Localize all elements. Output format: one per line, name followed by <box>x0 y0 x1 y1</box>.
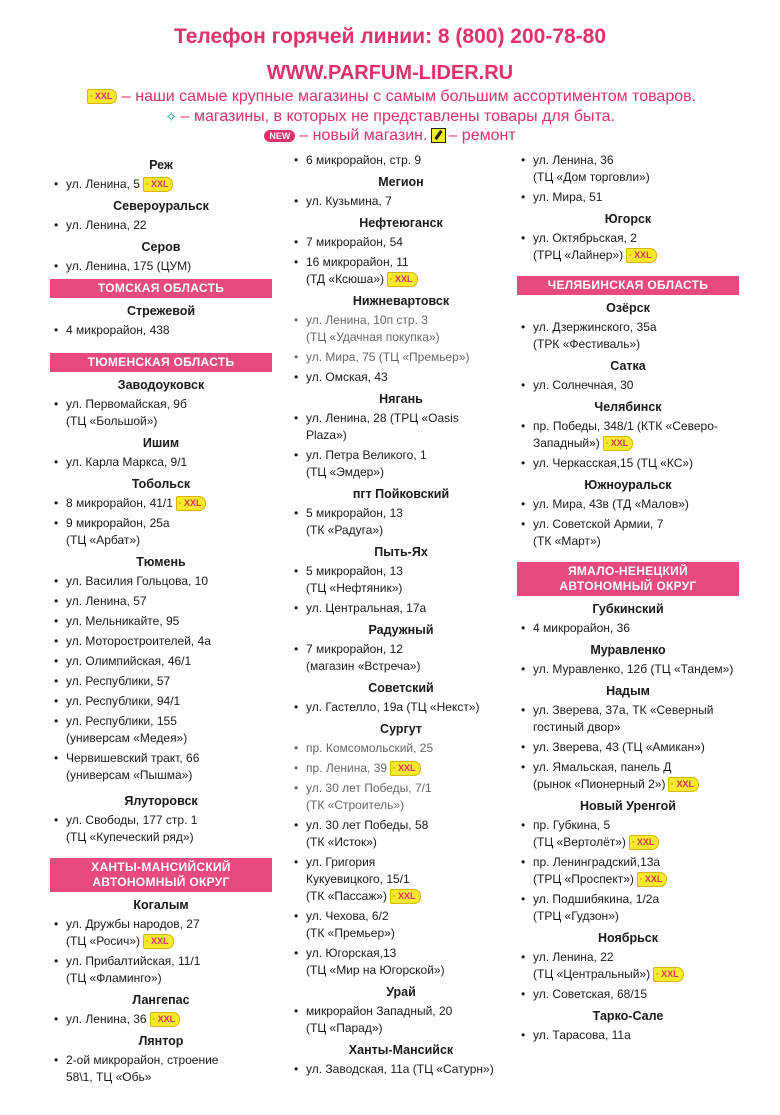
city-name: Реж <box>149 158 173 172</box>
store-item: • ул. Григория Кукуевицкого, 15/1 (ТК «Пассаж») XXL <box>290 854 512 905</box>
store-item: • ул. Кузьмина, 7 <box>290 193 512 210</box>
store-item: • ул. Советской Армии, 7 (ТК «Март») <box>517 516 739 550</box>
region-header: ТОМСКАЯ ОБЛАСТЬ <box>50 279 272 298</box>
city-name: Заводоуковск <box>117 378 205 392</box>
city-name: Ханты-Мансийск <box>348 1043 454 1057</box>
store-item: • ул. Ленина, 28 (ТРЦ «Oasis Plaza») <box>290 410 512 444</box>
store-item: • 5 микрорайон, 13 (ТЦ «Нефтяник») <box>290 563 512 597</box>
city-name: Радужный <box>368 623 434 637</box>
city-name: Пыть-Ях <box>374 545 428 559</box>
legend-new-text: – новый магазин. <box>299 127 428 144</box>
xxl-badge-icon: XXL <box>176 496 207 511</box>
store-item: • ул. Ленина, 10п стр. 3 (ТЦ «Удачная покупка») <box>290 312 512 346</box>
store-item: • ул. Гастелло, 19а (ТЦ «Некст») <box>290 699 512 716</box>
city-name: Нефтеюганск <box>359 216 443 230</box>
column-2 <box>290 152 512 1081</box>
region-header: ЯМАЛО-НЕНЕЦКИЙ АВТОНОМНЫЙ ОКРУГ <box>517 562 739 596</box>
new-badge-icon: NEW <box>264 130 295 142</box>
hotline-phone: Телефон горячей линии: 8 (800) 200-78-80 <box>173 25 607 48</box>
store-item: • ул. Ленина, 57 <box>50 593 272 610</box>
city-name: Южноуральск <box>584 478 672 492</box>
store-item: • ул. Моторостроителей, 4а <box>50 633 272 650</box>
store-item: • ул. Ленина, 5 XXL <box>50 176 272 193</box>
region-header: ХАНТЫ-МАНСИЙСКИЙ АВТОНОМНЫЙ ОКРУГ <box>50 858 272 892</box>
store-item: • ул. Ленина, 22 (ТЦ «Центральный») XXL <box>517 949 739 983</box>
store-item: • пр. Ленинградский,13а (ТРЦ «Проспект») XXL <box>517 854 739 888</box>
legend-xxl <box>0 88 780 106</box>
store-item: • ул. Карла Маркса, 9/1 <box>50 454 272 471</box>
star-icon: ✧ <box>165 109 178 126</box>
city-name: Лянтор <box>138 1034 184 1048</box>
region-header: ЧЕЛЯБИНСКАЯ ОБЛАСТЬ <box>517 276 739 295</box>
xxl-badge-icon: XXL <box>387 272 418 287</box>
store-item: • ул. Солнечная, 30 <box>517 377 739 394</box>
city-name: Ялуторовск <box>124 794 198 808</box>
city-name: Тарко-Сале <box>592 1009 664 1023</box>
city-name: Сургут <box>380 722 422 736</box>
website-url[interactable]: WWW.PARFUM-LIDER.RU <box>266 62 514 84</box>
city-name: Советский <box>368 681 434 695</box>
store-item: • ул. Василия Гольцова, 10 <box>50 573 272 590</box>
store-item: • ул. Мельникайте, 95 <box>50 613 272 630</box>
store-item: • ул. Муравленко, 12б (ТЦ «Тандем») <box>517 661 739 678</box>
store-item: • пр. Губкина, 5 (ТЦ «Вертолёт») XXL <box>517 817 739 851</box>
store-item: • ул. Ленина, 175 (ЦУМ) <box>50 258 272 275</box>
store-item: • ул. Мира, 43в (ТД «Малов») <box>517 496 739 513</box>
city-name: Ишим <box>142 436 180 450</box>
store-item: • 9 микрорайон, 25а (ТЦ «Арбат») <box>50 515 272 549</box>
store-item: • пр. Комсомольский, 25 <box>290 740 512 757</box>
city-name: Тобольск <box>131 477 191 491</box>
store-item: • 6 микрорайон, стр. 9 <box>290 152 512 169</box>
store-item: • ул. Мира, 51 <box>517 189 739 206</box>
store-item: • 5 микрорайон, 13 (ТК «Радуга») <box>290 505 512 539</box>
city-name: Североуральск <box>113 199 209 213</box>
xxl-badge-icon: XXL <box>150 1012 181 1027</box>
xxl-badge-icon: XXL <box>653 967 684 982</box>
store-item: • ул. Центральная, 17а <box>290 600 512 617</box>
region-header: ТЮМЕНСКАЯ ОБЛАСТЬ <box>50 353 272 372</box>
store-item: • 4 микрорайон, 36 <box>517 620 739 637</box>
store-item: • ул. Тарасова, 11а <box>517 1027 739 1044</box>
store-item: • ул. Октябрьская, 2 (ТРЦ «Лайнер») XXL <box>517 230 739 264</box>
city-name: Муравленко <box>590 643 666 657</box>
store-item: • ул. Ленина, 36 (ТЦ «Дом торговли») <box>517 152 739 186</box>
store-item: • 16 микрорайон, 11 (ТД «Ксюша») XXL <box>290 254 512 288</box>
city-name: Новый Уренгой <box>580 799 676 813</box>
store-item: • ул. Мира, 75 (ТЦ «Премьер») <box>290 349 512 366</box>
city-name: Мегион <box>378 175 424 189</box>
store-item: • Червишевский тракт, 66 (универсам «Пышма») <box>50 750 272 784</box>
store-item: • ул. Зверева, 37а, ТК «Северный гостиный двор» <box>517 702 739 736</box>
xxl-badge-icon: XXL <box>390 761 421 776</box>
store-item: • 2-ой микрорайон, строение 58\1, ТЦ «Обь» <box>50 1052 272 1086</box>
store-item: • ул. Республики, 155 (универсам «Медея») <box>50 713 272 747</box>
city-name: пгт Пойковский <box>352 487 450 501</box>
store-item: • ул. Заводская, 11а (ТЦ «Сатурн») <box>290 1061 512 1078</box>
xxl-badge-icon: XXL <box>87 89 118 104</box>
store-item: • ул. Подшибякина, 1/2а (ТРЦ «Гудзон») <box>517 891 739 925</box>
city-name: Когалым <box>133 898 189 912</box>
store-item: • пр. Ленина, 39 XXL <box>290 760 512 777</box>
repair-icon <box>431 128 446 143</box>
store-item: • ул. Ленина, 22 <box>50 217 272 234</box>
xxl-badge-icon: XXL <box>143 177 174 192</box>
store-item: • ул. Советская, 68/15 <box>517 986 739 1003</box>
store-item: • ул. Республики, 94/1 <box>50 693 272 710</box>
legend-star <box>0 108 780 126</box>
store-item: • 7 микрорайон, 12 (магазин «Встреча») <box>290 641 512 675</box>
store-item: • ул. Олимпийская, 46/1 <box>50 653 272 670</box>
store-item: • 8 микрорайон, 41/1 XXL <box>50 495 272 512</box>
city-name: Ноябрьск <box>597 931 659 945</box>
store-item: • ул. Ямальская, панель Д (рынок «Пионерный 2») XXL <box>517 759 739 793</box>
column-3 <box>517 152 739 1047</box>
xxl-badge-icon: XXL <box>668 777 699 792</box>
legend-new-repair <box>0 127 780 145</box>
store-item: • ул. Прибалтийская, 11/1 (ТЦ «Фламинго») <box>50 953 272 987</box>
xxl-badge-icon: XXL <box>603 436 634 451</box>
legend-star-text: – магазины, в которых не представлены товары для быта. <box>180 108 615 126</box>
store-item: • ул. Дзержинского, 35а (ТРК «Фестиваль») <box>517 319 739 353</box>
store-item: • 4 микрорайон, 438 <box>50 322 272 339</box>
store-item: • ул. Черкасская,15 (ТЦ «КС») <box>517 455 739 472</box>
city-name: Лангепас <box>132 993 190 1007</box>
city-name: Надым <box>606 684 650 698</box>
xxl-badge-icon: XXL <box>143 934 174 949</box>
store-item: • ул. Омская, 43 <box>290 369 512 386</box>
xxl-badge-icon: XXL <box>637 872 668 887</box>
xxl-badge-icon: XXL <box>390 889 421 904</box>
store-item: • ул. 30 лет Победы, 58 (ТК «Исток») <box>290 817 512 851</box>
city-name: Нягань <box>379 392 423 406</box>
city-name: Стрежевой <box>126 304 196 318</box>
city-name: Челябинск <box>594 400 662 414</box>
store-item: • ул. Югорская,13 (ТЦ «Мир на Югорской») <box>290 945 512 979</box>
legend-repair-text: – ремонт <box>448 127 516 144</box>
city-name: Югорск <box>604 212 652 226</box>
city-name: Озёрск <box>606 301 650 315</box>
city-name: Сатка <box>610 359 646 373</box>
store-item: • ул. Ленина, 36 XXL <box>50 1011 272 1028</box>
city-name: Урай <box>386 985 416 999</box>
store-item: • ул. Петра Великого, 1 (ТЦ «Эмдер») <box>290 447 512 481</box>
store-item: • микрорайон Западный, 20 (ТЦ «Парад») <box>290 1003 512 1037</box>
store-item: • ул. Свободы, 177 стр. 1 (ТЦ «Купеческий ряд») <box>50 812 272 846</box>
store-item: • пр. Победы, 348/1 (КТК «Северо- Западный») XXL <box>517 418 739 452</box>
store-item: • ул. Зверева, 43 (ТЦ «Амикан») <box>517 739 739 756</box>
column-1 <box>50 152 272 1089</box>
city-name: Губкинский <box>592 602 664 616</box>
city-name: Тюмень <box>136 555 186 569</box>
store-item: • ул. Республики, 57 <box>50 673 272 690</box>
city-name: Нижневартовск <box>352 294 450 308</box>
store-item: • ул. Первомайская, 9б (ТЦ «Большой») <box>50 396 272 430</box>
store-item: • ул. 30 лет Победы, 7/1 (ТК «Строитель») <box>290 780 512 814</box>
legend-xxl-text: – наши самые крупные магазины с самым большим ассортиментом товаров. <box>117 88 697 105</box>
city-name: Серов <box>141 240 181 254</box>
store-item: • ул. Дружбы народов, 27 (ТЦ «Росич») XXL <box>50 916 272 950</box>
xxl-badge-icon: XXL <box>629 835 660 850</box>
store-item: • ул. Чехова, 6/2 (ТК «Премьер») <box>290 908 512 942</box>
xxl-badge-icon: XXL <box>626 248 657 263</box>
store-item: • 7 микрорайон, 54 <box>290 234 512 251</box>
